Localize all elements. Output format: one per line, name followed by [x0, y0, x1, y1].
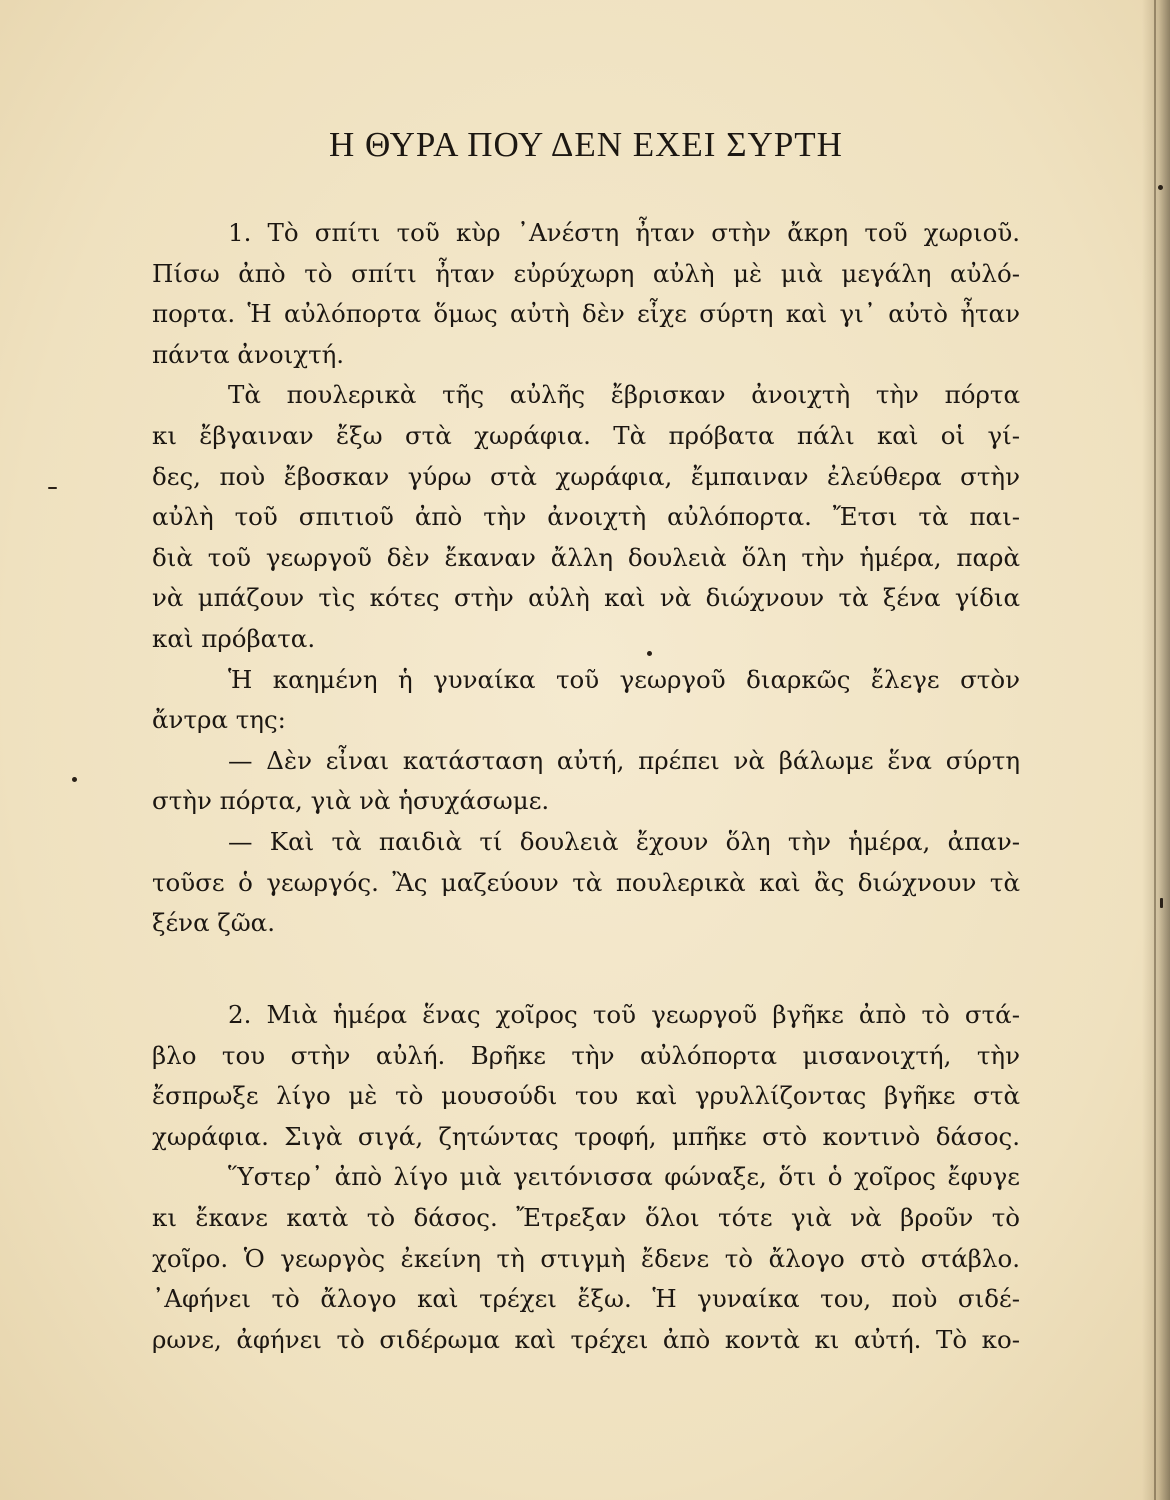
text-line: καὶ πρόβατα.: [152, 624, 316, 653]
text-line: — Καὶ τὰ παιδιὰ τί δουλειὰ ἔχουν ὅλη τὴν ἡμέρα, ἀπαν-: [228, 827, 1020, 856]
ink-speck: [1158, 185, 1163, 190]
text-line: τοῦσε ὁ γεωργός. Ἂς μαζεύουν τὰ πουλερικὰ καὶ ἂς διώχνουν τὰ: [152, 867, 1020, 897]
text-line: ἔσπρωξε λίγο μὲ τὸ μουσούδι του καὶ γρυλλίζοντας βγῆκε στὰ: [152, 1081, 1020, 1111]
text-line: 2. Μιὰ ἡμέρα ἕνας χοῖρος τοῦ γεωργοῦ βγῆκε ἀπὸ τὸ στά-: [228, 1000, 1020, 1029]
text-line: ᾿Αφήνει τὸ ἄλογο καὶ τρέχει ἔξω. Ἡ γυναίκα του, ποὺ σιδέ-: [152, 1284, 1020, 1314]
text-line: ξένα ζῶα.: [152, 908, 276, 938]
text-line: πάντα ἀνοιχτή.: [152, 339, 345, 369]
text-line: στὴν πόρτα, γιὰ νὰ ἡσυχάσωμε.: [152, 786, 550, 816]
text-line: δες, ποὺ ἔβοσκαν γύρω στὰ χωράφια, ἔμπαιναν ἐλεύθερα στὴν: [152, 461, 1020, 491]
text-line: κι ἔβγαιναν ἔξω στὰ χωράφια. Τὰ πρόβατα πάλι καὶ οἱ γί-: [152, 421, 1020, 450]
text-line: διὰ τοῦ γεωργοῦ δὲν ἔκαναν ἄλλη δουλειὰ ὅλη τὴν ἡμέρα, παρὰ: [152, 542, 1020, 572]
page-edge-shadow: [1142, 0, 1170, 1500]
text-line: Ἡ καημένη ἡ γυναίκα τοῦ γεωργοῦ διαρκῶς ἔλεγε στὸν: [228, 664, 1020, 694]
text-line: 1. Τὸ σπίτι τοῦ κὺρ ᾿Ανέστη ἦταν στὴν ἄκρη τοῦ χωριοῦ.: [228, 218, 1020, 247]
text-line: αὐλὴ τοῦ σπιτιοῦ ἀπὸ τὴν ἀνοιχτὴ αὐλόπορτα. Ἔτσι τὰ παι-: [152, 502, 1020, 532]
text-line: κι ἔκανε κατὰ τὸ δάσος. Ἔτρεξαν ὅλοι τότε γιὰ νὰ βροῦν τὸ: [152, 1203, 1020, 1232]
text-line: Ὕστερ᾿ ἀπὸ λίγο μιὰ γειτόνισσα φώναξε, ὅτι ὁ χοῖρος ἔφυγε: [228, 1162, 1020, 1192]
text-line: νὰ μπάζουν τὶς κότες στὴν αὐλὴ καὶ νὰ διώχνουν τὰ ξένα γίδια: [152, 583, 1020, 613]
text-line: — Δὲν εἶναι κατάσταση αὐτή, πρέπει νὰ βάλωμε ἕνα σύρτη: [228, 745, 1020, 775]
text-line: χωράφια. Σιγὰ σιγά, ζητώντας τροφή, μπῆκε στὸ κοντινὸ δάσος.: [152, 1121, 1020, 1151]
text-line: χοῖρο. Ὁ γεωργὸς ἐκείνη τὴ στιγμὴ ἔδενε τὸ ἄλογο στὸ στάβλο.: [152, 1243, 1020, 1273]
text-line: ἄντρα της:: [152, 705, 286, 735]
text-line: βλο του στὴν αὐλή. Βρῆκε τὴν αὐλόπορτα μισανοιχτή, τὴν: [152, 1040, 1020, 1070]
ink-speck: [72, 777, 77, 782]
ink-speck: [1160, 898, 1163, 908]
text-line: ρωνε, ἀφήνει τὸ σιδέρωμα καὶ τρέχει ἀπὸ κοντὰ κι αὐτή. Τὸ κο-: [152, 1324, 1020, 1354]
text-line: πορτα. Ἡ αὐλόπορτα ὅμως αὐτὴ δὲν εἶχε σύρτη καὶ γι᾿ αὐτὸ ἦταν: [152, 299, 1020, 329]
text-line: Τὰ πουλερικὰ τῆς αὐλῆς ἔβρισκαν ἀνοιχτὴ τὴν πόρτα: [228, 380, 1020, 410]
page-title: Η ΘΥΡΑ ΠΟΥ ΔΕΝ ΕΧΕΙ ΣΥΡΤΗ: [329, 125, 843, 164]
text-line: Πίσω ἀπὸ τὸ σπίτι ἦταν εὐρύχωρη αὐλὴ μὲ μιὰ μεγάλη αὐλό-: [152, 258, 1020, 288]
ink-speck: [647, 651, 652, 656]
ink-speck: [48, 487, 57, 489]
page-edge-line: [1154, 0, 1156, 1500]
